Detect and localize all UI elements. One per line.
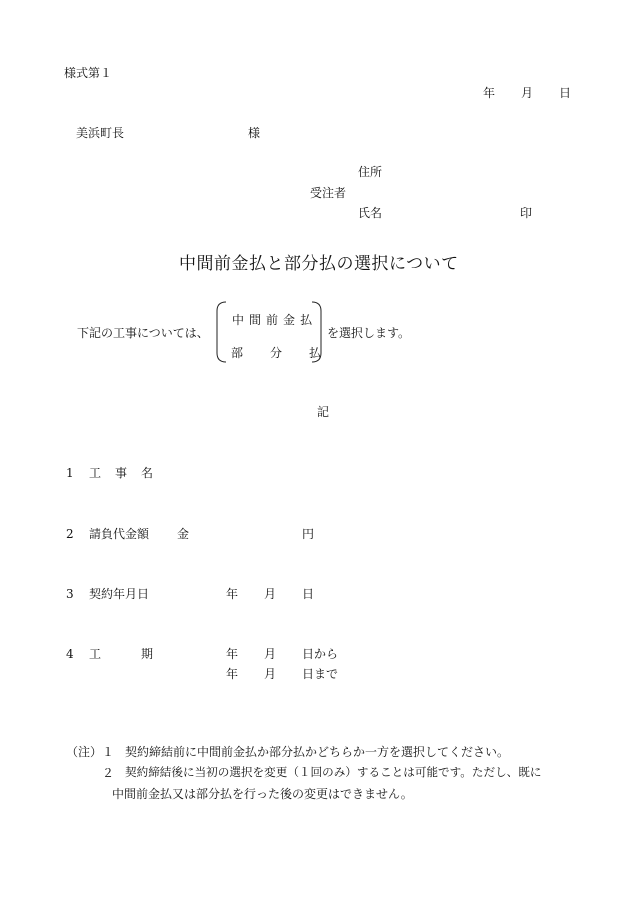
item1-label: [89, 467, 153, 479]
payment-choice-bracket: [214, 300, 324, 364]
notes-prefix: （注）: [66, 745, 103, 759]
date-year-label: 年: [483, 86, 496, 100]
contractor-address-label: 住所: [358, 165, 383, 179]
seal-label: 印: [520, 206, 533, 220]
item3-label: 契約年月日: [89, 587, 150, 601]
item3-day: 日: [302, 587, 315, 601]
page-title: 中間前金払と部分払の選択について: [179, 254, 459, 274]
note1-text: 契約締結前に中間前金払か部分払かどちらか一方を選択してください。: [125, 745, 510, 759]
note1-number: １: [102, 745, 115, 759]
note2-text-line1: 契約締結後に当初の選択を変更（１回のみ）することは可能です。ただし、既に: [125, 765, 542, 779]
option2-char: 払: [309, 346, 322, 360]
item4-end-year: 年: [226, 667, 239, 681]
item4-number: 4: [66, 647, 74, 661]
option1-char: 前: [266, 313, 284, 327]
item2-number: 2: [66, 527, 74, 541]
item4-label: [89, 648, 153, 660]
ki-heading: 記: [317, 405, 330, 419]
option2-char: 分: [270, 346, 283, 360]
option1-char: 金: [283, 313, 301, 327]
option-partial-payment: [231, 344, 321, 361]
note2-number: ２: [102, 766, 115, 780]
item4-start-day: 日から: [302, 647, 339, 661]
date-month-label: 月: [521, 86, 534, 100]
addressee-honorific: 様: [248, 126, 261, 140]
intro-text-after: を選択します。: [327, 326, 411, 340]
item4-label-char: 期: [141, 647, 154, 661]
item1-label-char: 事: [115, 466, 128, 480]
item4-start-month: 月: [264, 647, 277, 661]
item4-start-year: 年: [226, 647, 239, 661]
intro-text-before: 下記の工事については、: [77, 326, 209, 340]
item2-unit: 円: [302, 527, 315, 541]
contractor-role-label: 受注者: [310, 186, 347, 200]
option-intermediate-advance: [232, 311, 317, 328]
addressee-name: 美浜町長: [76, 126, 125, 140]
option1-char: 払: [300, 313, 318, 327]
item3-number: 3: [66, 587, 74, 601]
item1-label-char: 工: [89, 466, 102, 480]
item4-end-month: 月: [264, 667, 277, 681]
item3-month: 月: [264, 587, 277, 601]
item3-year: 年: [226, 587, 239, 601]
item4-end-day: 日まで: [302, 667, 339, 681]
note2-text-line2: 中間前金払又は部分払を行った後の変更はできません。: [112, 787, 413, 801]
contractor-name-label: 氏名: [358, 206, 383, 220]
date-day-label: 日: [559, 86, 572, 100]
option1-char: 中: [232, 313, 250, 327]
item2-label: 請負代金額: [89, 527, 150, 541]
option2-char: 部: [231, 346, 244, 360]
item1-number: 1: [66, 466, 74, 480]
form-number: 様式第１: [64, 66, 113, 80]
item1-label-char: 名: [141, 466, 154, 480]
item4-label-char: 工: [89, 647, 102, 661]
option1-char: 間: [249, 313, 267, 327]
item2-prefix: 金: [177, 527, 190, 541]
